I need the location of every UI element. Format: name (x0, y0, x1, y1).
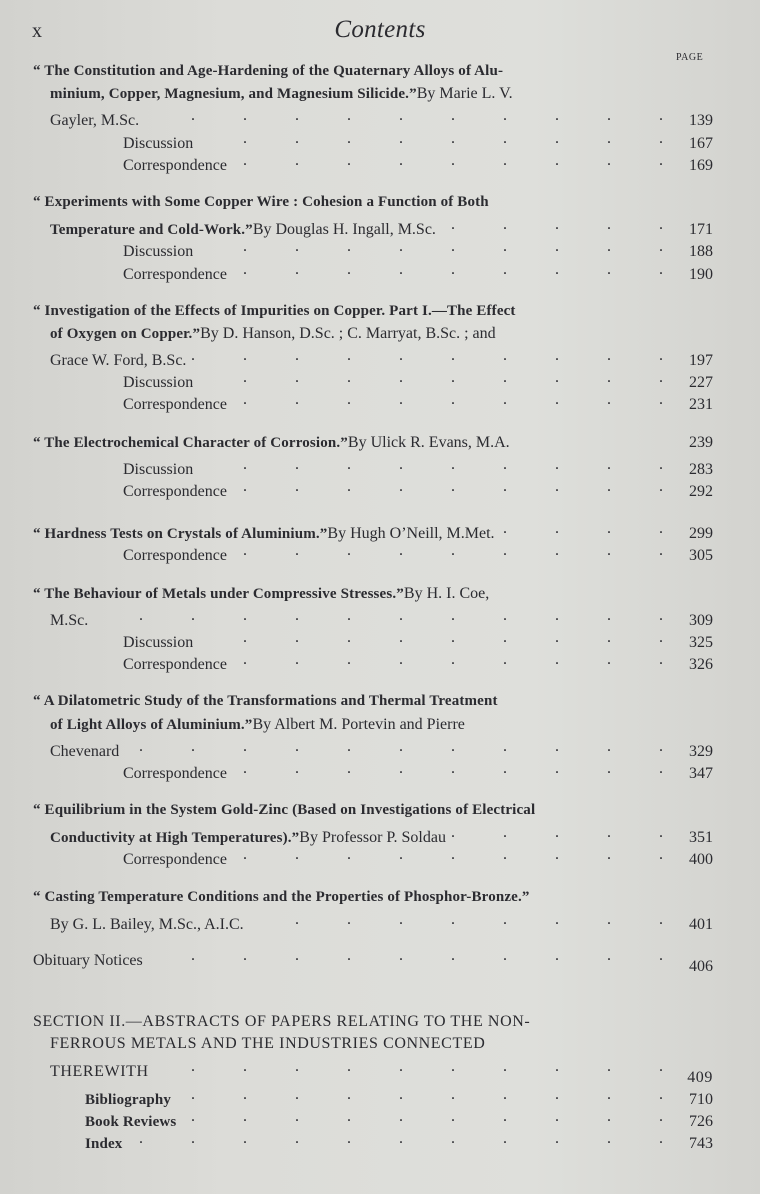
dot-leader (125, 738, 663, 756)
paper-author: By Ulick R. Evans, M.A. (347, 433, 510, 451)
page-number: 326 (689, 656, 713, 674)
page-number: 329 (689, 742, 713, 760)
contents-line (33, 369, 713, 391)
dot-leader (233, 846, 663, 864)
contents-entry (33, 303, 713, 414)
contents-list (33, 63, 713, 1172)
section-heading: FERROUS METALS AND THE INDUSTRIES CONNECTED (50, 1035, 486, 1053)
obituary-entry (33, 947, 713, 975)
contents-line (33, 947, 713, 975)
contents-line (33, 693, 713, 715)
paper-title: “ Casting Temperature Conditions and the Properties of Phosphor-Bronze.” (33, 888, 530, 905)
contents-line (33, 738, 713, 760)
paper-title: “ Experiments with Some Copper Wire : Cohesion a Function of Both (33, 193, 489, 210)
contents-line (33, 1130, 713, 1152)
contents-line (33, 1108, 713, 1130)
paper-author: Chevenard (50, 742, 120, 760)
sub-entry-label: Discussion (123, 374, 194, 392)
sub-entry-label: Correspondence (123, 156, 227, 174)
page-number: 227 (689, 374, 713, 392)
dot-leader (155, 1058, 663, 1076)
paper-author: By Hugh O’Neill, M.Met. (327, 525, 495, 543)
dot-leader (177, 1086, 663, 1104)
contents-line (33, 1035, 713, 1057)
dot-leader (233, 152, 663, 170)
contents-line (33, 889, 713, 911)
section-heading: SECTION II.—ABSTRACTS OF PAPERS RELATING TO THE NON- (33, 1013, 531, 1031)
contents-line (33, 325, 713, 347)
contents-line (33, 520, 713, 542)
page-number: 299 (689, 525, 713, 543)
dot-leader (233, 651, 663, 669)
contents-line (33, 1013, 713, 1035)
contents-line (33, 303, 713, 325)
page-number: 283 (689, 460, 713, 478)
paper-title: Conductivity at High Temperatures).” (50, 830, 300, 847)
dot-leader (199, 130, 663, 148)
paper-author: By D. Hanson, D.Sc. ; C. Marryat, B.Sc. ; and (200, 324, 496, 342)
dot-leader (233, 391, 663, 409)
page-number: 400 (689, 851, 713, 869)
dot-leader (94, 607, 663, 625)
contents-entry (33, 693, 713, 782)
page-number: 305 (689, 547, 713, 565)
section-ii (33, 1013, 713, 1152)
contents-line (33, 760, 713, 782)
paper-author: By H. I. Coe, (403, 584, 490, 602)
contents-line (33, 651, 713, 673)
paper-title: “ The Electrochemical Character of Corrosion.” (33, 434, 348, 451)
contents-line (33, 629, 713, 651)
contents-line (33, 63, 713, 85)
paper-author: By Marie L. V. (416, 85, 513, 103)
page-number: 197 (689, 352, 713, 370)
contents-line (33, 152, 713, 174)
paper-author: M.Sc. (50, 611, 89, 629)
contents-line (33, 846, 713, 868)
contents-line (33, 216, 713, 238)
obituary-label: Obituary Notices (33, 952, 143, 969)
running-title: Contents (334, 16, 426, 43)
dot-leader (501, 520, 663, 538)
sub-entry-label: Correspondence (123, 265, 227, 283)
dot-leader (199, 629, 663, 647)
dot-leader (149, 947, 663, 965)
contents-line (33, 802, 713, 824)
paper-title: of Light Alloys of Aluminium.” (50, 716, 253, 733)
contents-entry (33, 194, 713, 283)
dot-leader (442, 216, 663, 234)
page-column-label: PAGE (676, 52, 704, 63)
paper-title: “ Investigation of the Effects of Impurities on Copper. Part I.—The Effect (33, 302, 516, 319)
dot-leader (199, 238, 663, 256)
contents-entry (33, 889, 713, 933)
page-number: 325 (689, 633, 713, 651)
page-number: 347 (689, 764, 713, 782)
contents-entry (33, 63, 713, 174)
page-folio: x (32, 20, 42, 42)
dot-leader (192, 347, 663, 365)
contents-line (33, 1086, 713, 1108)
sub-entry-label: Correspondence (123, 483, 227, 500)
paper-title: minium, Copper, Magnesium, and Magnesium Silicide.” (50, 86, 417, 103)
contents-line (33, 585, 713, 607)
paper-title: of Oxygen on Copper.” (50, 325, 201, 342)
paper-title: “ The Behaviour of Metals under Compressive Stresses.” (33, 585, 404, 602)
paper-author: By Professor P. Soldau (299, 829, 446, 847)
page-number: 406 (689, 958, 713, 975)
page-number: 169 (689, 156, 713, 174)
dot-leader (199, 456, 663, 474)
page-number: 351 (689, 829, 713, 847)
paper-title: Temperature and Cold-Work.” (50, 222, 253, 239)
dot-leader (199, 369, 663, 387)
sub-entry-label: Discussion (123, 134, 194, 152)
dot-leader (233, 760, 663, 778)
dot-leader (452, 824, 663, 842)
page-number: 309 (689, 611, 713, 629)
contents-entry (33, 434, 713, 501)
page-number: 292 (689, 483, 713, 500)
dot-leader (233, 542, 663, 560)
paper-author: By G. L. Bailey, M.Sc., A.I.C. (50, 915, 244, 933)
page-number: 239 (689, 433, 713, 451)
contents-line (33, 716, 713, 738)
contents-line (33, 130, 713, 152)
section-item-label: Bibliography (85, 1091, 171, 1108)
dot-leader (233, 478, 663, 496)
page-number: 710 (689, 1090, 713, 1108)
sub-entry-label: Discussion (123, 633, 194, 651)
dot-leader (128, 1130, 663, 1148)
sub-entry-label: Correspondence (123, 764, 227, 782)
page-number: 231 (689, 396, 713, 414)
dot-leader (182, 1108, 663, 1126)
contents-entry (33, 585, 713, 674)
contents-line (33, 542, 713, 564)
sub-entry-label: Correspondence (123, 656, 227, 674)
contents-line (33, 434, 713, 456)
paper-title: “ The Constitution and Age-Hardening of the Quaternary Alloys of Alu- (33, 63, 504, 79)
contents-line (33, 107, 713, 129)
contents-line (33, 347, 713, 369)
contents-line (33, 607, 713, 629)
contents-line (33, 194, 713, 216)
section-item-label: Index (85, 1136, 123, 1153)
paper-author: By Albert M. Portevin and Pierre (252, 715, 465, 733)
contents-entry (33, 520, 713, 564)
contents-line (33, 1058, 713, 1086)
paper-title: “ Hardness Tests on Crystals of Aluminium.” (33, 526, 328, 543)
dot-leader (145, 107, 663, 125)
page-number: 190 (689, 265, 713, 283)
page-number: 743 (689, 1135, 713, 1153)
page-number: 188 (689, 243, 713, 261)
paper-title: “ Equilibrium in the System Gold-Zinc (Based on Investigations of Electrical (33, 802, 536, 819)
sub-entry-label: Correspondence (123, 396, 227, 414)
contents-line (33, 261, 713, 283)
paper-author: By Douglas H. Ingall, M.Sc. (252, 221, 436, 239)
sub-entry-label: Correspondence (123, 547, 227, 565)
contents-line (33, 85, 713, 107)
sub-entry-label: Correspondence (123, 851, 227, 869)
page-number: 139 (689, 112, 713, 130)
paper-author: Grace W. Ford, B.Sc. (50, 352, 187, 370)
sub-entry-label: Discussion (123, 460, 194, 478)
contents-line (33, 391, 713, 413)
contents-line (33, 911, 713, 933)
page-number: 171 (689, 221, 713, 239)
dot-leader (233, 261, 663, 279)
page-number: 167 (689, 134, 713, 152)
paper-title: “ A Dilatometric Study of the Transformations and Thermal Treatment (33, 693, 498, 710)
contents-line (33, 478, 713, 500)
contents-line (33, 456, 713, 478)
contents-line (33, 824, 713, 846)
dot-leader (250, 911, 663, 929)
paper-author: Gayler, M.Sc. (50, 112, 140, 130)
page-number: 726 (689, 1112, 713, 1130)
section-item-label: Book Reviews (85, 1113, 177, 1130)
section-heading: THEREWITH (50, 1062, 149, 1080)
page-number: 401 (689, 915, 713, 933)
sub-entry-label: Discussion (123, 243, 194, 261)
page-number: 409 (687, 1068, 713, 1086)
contents-entry (33, 802, 713, 869)
contents-line (33, 238, 713, 260)
